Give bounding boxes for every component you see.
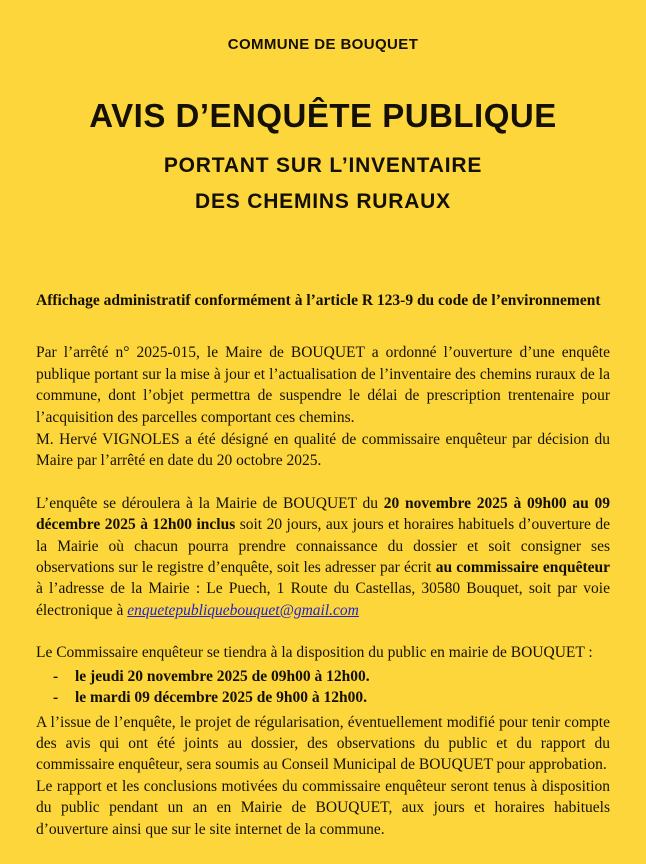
paragraph-issue: A l’issue de l’enquête, le projet de régularisation, éventuellement modifié pour tenir compte des avis qui ont été joints au dossier, des observations du public et du rapport du commissaire enquêteur, sera soumis au Conseil Municipal de BOUQUET pour approbation. [36, 713, 610, 774]
commune-name: COMMUNE DE BOUQUET [227, 36, 419, 53]
paragraph-rapport: Le rapport et les conclusions motivées du commissaire enquêteur seront tenus à disposition du public pendant un an en Mairie de BOUQUET, aux jours et horaires habituels d’ouverture ainsi que sur le site internet de la commune. [36, 777, 610, 838]
paragraph-enquete [36, 493, 610, 621]
dash-bullet: - [53, 667, 59, 685]
dash-bullet: - [53, 689, 59, 707]
enquete-commissaire-bold-text: au commissaire enquêteur [435, 559, 610, 577]
paragraph-disposition: Le Commissaire enquêteur se tiendra à la disposition du public en mairie de BOUQUET : [36, 644, 593, 662]
legal-notice-line: Affichage administratif conformément à l’article R 123-9 du code de l’environnement [36, 292, 601, 309]
notice-header [36, 0, 610, 214]
paragraph-arrete: Par l’arrêté n° 2025-015, le Maire de BOUQUET a ordonné l’ouverture d’une enquête publique portant sur la mise à jour et l’actualisation de l’inventaire des chemins ruraux de la commune, dont l’objet permettra de suspendre le délai de prescription trentenaire pour l’acquisition des parcelles comportant ces chemins. [36, 344, 610, 426]
permanence-list [36, 666, 610, 709]
subtitle-line-2: DES CHEMINS RURAUX [195, 190, 451, 213]
list-item [36, 687, 610, 708]
email-link[interactable]: enquetepubliquebouquet@gmail.com [127, 601, 359, 619]
page-title: AVIS D’ENQUÊTE PUBLIQUE [89, 97, 557, 134]
permanence-2-text: le mardi 09 décembre 2025 de 9h00 à 12h00. [75, 689, 368, 707]
notice-body [36, 290, 610, 840]
enquete-adresse-text: à l’adresse de la Mairie : Le Puech, 1 Route du Castellas, 30580 Bouquet, soit par voie électronique à [36, 580, 610, 619]
enquete-dates-bold-text: 20 novembre 2025 à 09h00 au 09 décembre 2025 à 12h00 inclus [36, 494, 610, 534]
enquete-middle-text: soit 20 jours, aux jours et horaires habituels d’ouverture de la Mairie où chacun pourra prendre connaissance du dossier et soit consigner ses observations sur le registre d’enquête, soit les adresser par écrit [36, 516, 610, 577]
permanence-1-text: le jeudi 20 novembre 2025 de 09h00 à 12h00. [75, 667, 370, 685]
list-item [36, 666, 610, 687]
paragraph-commissaire: M. Hervé VIGNOLES a été désigné en qualité de commissaire enquêteur par décision du Maire par l’arrêté en date du 20 octobre 2025. [36, 431, 610, 470]
enquete-intro-text: L’enquête se déroulera à la Mairie de BOUQUET du [36, 494, 384, 512]
subtitle-line-1: PORTANT SUR L’INVENTAIRE [163, 154, 483, 177]
